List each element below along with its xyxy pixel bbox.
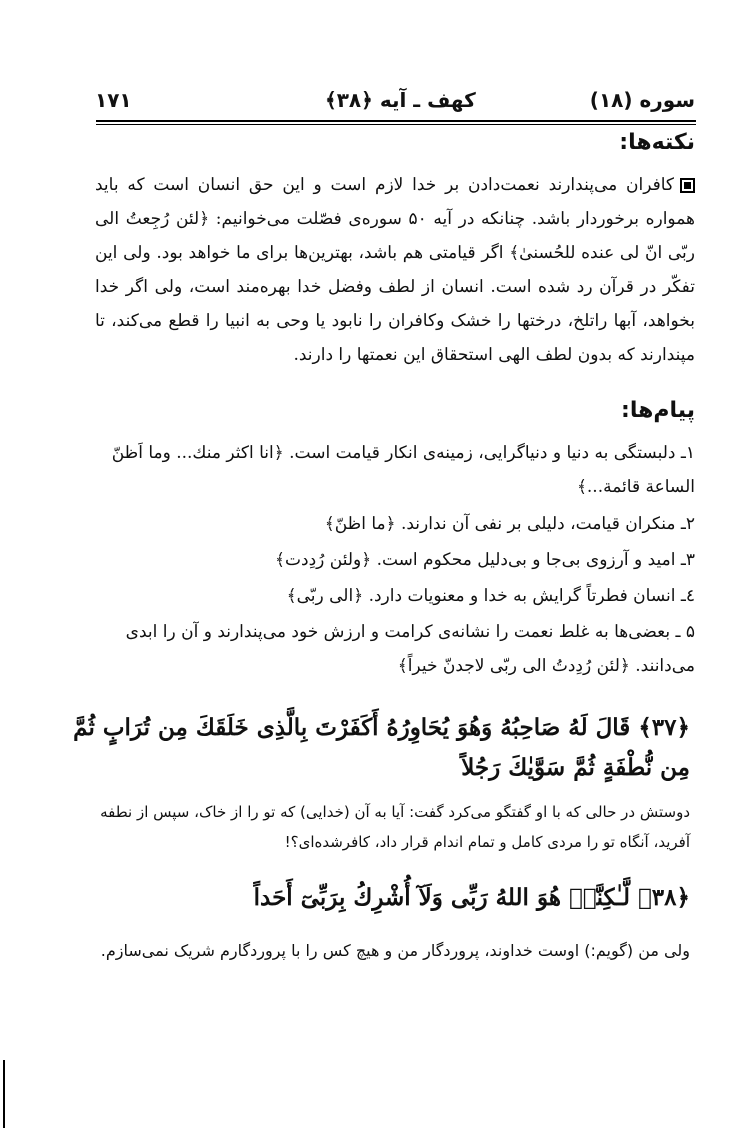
- verse-38-translation: ولی من (گویم:) اوست خداوند، پروردگار من و هیچ کس را با پروردگارم شریک نمی‌سازم.: [100, 941, 690, 960]
- header-rule-thin: [96, 124, 696, 125]
- notes-paragraph: [95, 168, 695, 372]
- surah-label: سوره (۱۸): [589, 88, 695, 112]
- verse-38: [70, 878, 690, 918]
- message-item: ۵ ـ بعضی‌ها به غلط نعمت را نشانه‌ی کرامت و ارزش خود می‌پندارند و آن را ابدی می‌دانند. ﴿لئن رُدِدتُ الی ربّی لاجدنّ خیراً﴾: [125, 622, 695, 676]
- verse-38-text: لَّـٰكِنَّا۠ هُوَ اللهُ رَبِّى وَلَآ أُشْرِكُ بِرَبِّىٓ أَحَداً: [253, 884, 630, 911]
- bullet-square-icon: [680, 178, 695, 193]
- verse-37-number: ﴿۳۷﴾: [638, 714, 690, 741]
- notes-text: کافران می‌پندارند نعمت‌دادن بر خدا لازم است و این حق انسان است که باید همواره برخوردار باشد. چنانکه در آیه ۵۰ سوره‌ی فصّلت می‌خوانیم: ﴿لئن رُجِعتُ الی ربّی انّ لی عنده للحُسنیٰ﴾ اگر قیامتی هم باشد، بهترین‌ها برای ما خواهد بود. ولی این تفکّر در قرآن رد شده است. انسان از لطف وفضل خدا بهره‌مند است، ولی اگر خدا بخواهد، آبها راتلخ، درختها را خشک وکافران را نابود یا وحی به انبیا را قطع می‌کند، تا مپندارند که بدون لطف الهی استحقاق این نعمتها را دارند.: [95, 175, 695, 365]
- header-rule: [96, 120, 696, 122]
- message-item: ۲ـ منکران قیامت، دلیلی بر نفی آن ندارند. ﴿ما اظنّ﴾: [324, 514, 695, 534]
- verse-37-text: قَالَ لَهُ صَاحِبُهُ وَهُوَ يُحَاوِرُهُ أَكَفَرْتَ بِالَّذِى خَلَقَكَ مِن تُرَابٍ ثُمَّ مِن نُّطْفَةٍ ثُمَّ سَوَّيٰكَ رَجُلاً: [73, 714, 690, 781]
- message-item: ٤ـ انسان فطرتاً گرایش به خدا و معنویات دارد. ﴿الی ربّی﴾: [286, 586, 695, 606]
- message-item: ۱ـ دلبستگی به دنیا و دنیاگرایی، زمینه‌ی انکار قیامت است. ﴿انا اکثر منك... وما اَظنّ الساعة قائمة...﴾: [111, 443, 695, 497]
- verse-37-translation: دوستش در حالی که با او گفتگو می‌کرد گفت: آیا به آن (خدایی) که تو را از خاک، سپس از نطفه آفرید، آنگاه تو را مردی کامل و تمام اندام قرار داد، کافرشده‌ای؟!: [100, 803, 690, 851]
- verse-reference: کهف ـ آیه ﴿۳۸﴾: [325, 88, 476, 112]
- scan-edge-line: [3, 1060, 5, 1128]
- verse-38-number: ﴿۳۸﴾: [637, 884, 690, 911]
- page-number: ۱۷۱: [95, 88, 132, 112]
- messages-heading: پیام‌ها:: [621, 398, 695, 423]
- verse-37: [70, 708, 690, 788]
- page-header: [95, 88, 695, 116]
- notes-heading: نکته‌ها:: [619, 130, 695, 155]
- message-item: ۳ـ امید و آرزوی بی‌جا و بی‌دلیل محکوم است. ﴿ولئن رُدِدت﴾: [275, 550, 695, 570]
